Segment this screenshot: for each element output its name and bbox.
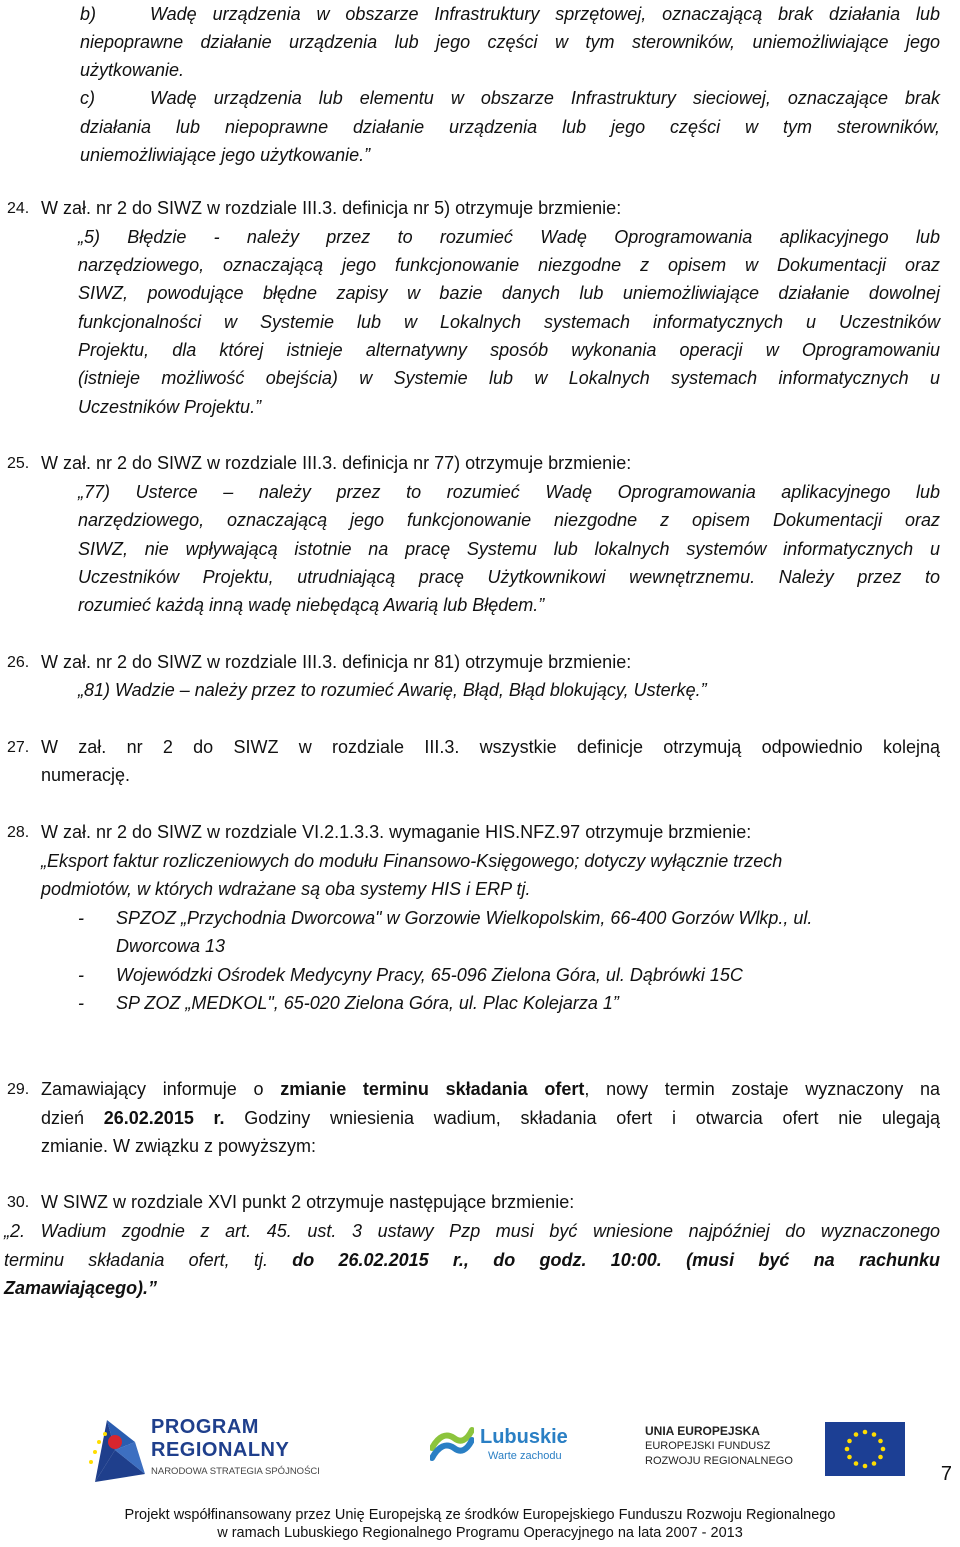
text: , nowy termin zostaje wyznaczony na [584, 1079, 941, 1099]
bullet-dash: - [78, 965, 84, 985]
item-24-quote-line-2: narzędziowego, oznaczającą jego funkcjonowanie niezgodne z opisem w Dokumentacji oraz [78, 255, 940, 275]
emphasis-text: zmianie terminu składania ofert [280, 1079, 585, 1099]
text: terminu składania ofert, tj. [4, 1250, 293, 1270]
item-24-quote-line-5: Projektu, dla której istnieje alternatywny sposób wykonania operacji w Oprogramowaniu [78, 340, 940, 360]
bullet-dash: - [78, 908, 84, 928]
lubuskie-logo [430, 1420, 580, 1470]
program-line-1: PROGRAM [151, 1416, 259, 1438]
eu-line-2: EUROPEJSKI FUNDUSZ [645, 1440, 771, 1452]
item-c-line-2: działania lub niepoprawne działanie urządzenia lub jego części w tym sterowników, [80, 117, 940, 137]
lubuskie-name: Lubuskie [480, 1426, 568, 1448]
item-25-quote-line-2: narzędziowego, oznaczającą jego funkcjonowanie niezgodne z opisem Dokumentacji oraz [78, 510, 940, 530]
item-c-letter: c) [80, 88, 95, 108]
text: Godziny wniesienia wadium, składania ofert i otwarcia ofert nie ulegają [224, 1108, 940, 1128]
item-28-quote-line-2: podmiotów, w których wdrażane są oba systemy HIS i ERP tj. [41, 879, 531, 899]
item-30-intro: W SIWZ w rozdziale XVI punkt 2 otrzymuje następujące brzmienie: [41, 1192, 575, 1212]
bullet-dash: - [78, 993, 84, 1013]
item-27-line-1: W zał. nr 2 do SIWZ w rozdziale III.3. wszystkie definicje otrzymują odpowiednio kolejną [41, 737, 940, 757]
item-29-number: 29. [7, 1081, 30, 1098]
item-24-quote-line-4: funkcjonalności w Systemie lub w Lokalnych systemach informatycznych u Uczestników [78, 312, 940, 332]
item-28-intro: W zał. nr 2 do SIWZ w rozdziale VI.2.1.3.3. wymaganie HIS.NFZ.97 otrzymuje brzmienie: [41, 822, 752, 842]
item-24-quote-line-7: Uczestników Projektu.” [78, 397, 262, 417]
item-29-line-3: zmianie. W związku z powyższym: [41, 1136, 317, 1156]
footer-line-1: Projekt współfinansowany przez Unię Europejską ze środków Europejskiego Funduszu Rozwoju Regionalnego [124, 1507, 836, 1523]
bullet-3-line-1: SP ZOZ „MEDKOL", 65-020 Zielona Góra, ul. Plac Kolejarza 1” [116, 993, 619, 1013]
item-28-quote-line-1: „Eksport faktur rozliczeniowych do modułu Finansowo-Księgowego; dotyczy wyłącznie trzech [41, 851, 783, 871]
item-b-line-3: użytkowanie. [80, 60, 185, 80]
item-30-number: 30. [7, 1194, 30, 1211]
item-24-intro: W zał. nr 2 do SIWZ w rozdziale III.3. definicja nr 5) otrzymuje brzmienie: [41, 198, 622, 218]
item-24-quote-line-3: SIWZ, powodujące błędne zapisy w bazie danych lub uniemożliwiające działanie dowolnej [78, 283, 940, 303]
item-26-number: 26. [7, 654, 30, 671]
eu-line-1: UNIA EUROPEJSKA [645, 1424, 760, 1438]
item-27-line-2: numerację. [41, 765, 131, 785]
item-26-quote: „81) Wadzie – należy przez to rozumieć Awarię, Błąd, Błąd blokujący, Usterkę.” [78, 680, 707, 700]
lubuskie-wave-icon [430, 1424, 474, 1464]
item-25-quote-line-3: SIWZ, nie wpływającą istotnie na pracę Systemu lub lokalnych systemów informatycznych u [78, 539, 940, 559]
bullet-1-line-2: Dworcowa 13 [116, 936, 226, 956]
item-30-quote-line-3: Zamawiającego).” [4, 1278, 158, 1298]
item-24-quote-line-1: „5) Błędzie - należy przez to rozumieć Wadę Oprogramowania aplikacyjnego lub [78, 227, 940, 247]
item-b-letter: b) [80, 4, 97, 24]
item-26-intro: W zał. nr 2 do SIWZ w rozdziale III.3. definicja nr 81) otrzymuje brzmienie: [41, 652, 632, 672]
item-28-number: 28. [7, 824, 30, 841]
program-line-3: NARODOWA STRATEGIA SPÓJNOŚCI [151, 1466, 320, 1477]
lubuskie-tagline: Warte zachodu [488, 1450, 562, 1462]
bullet-1-line-1: SPZOZ „Przychodnia Dworcowa" w Gorzowie Wielkopolskim, 66-400 Gorzów Wlkp., ul. [116, 908, 813, 928]
emphasis-deadline: do 26.02.2015 r., do godz. 10:00. (musi być na rachunku [292, 1250, 940, 1270]
footer-line-2: w ramach Lubuskiego Regionalnego Programu Operacyjnego na lata 2007 - 2013 [217, 1525, 743, 1541]
item-30-quote-line-2 [4, 1248, 940, 1272]
item-25-quote-line-1: „77) Usterce – należy przez to rozumieć Wadę Oprogramowania aplikacyjnego lub [78, 482, 940, 502]
text: Zamawiający informuje o [41, 1079, 281, 1099]
bullet-2-line-1: Wojewódzki Ośrodek Medycyny Pracy, 65-096 Zielona Góra, ul. Dąbrówki 15C [116, 965, 743, 985]
item-b-line-2: niepoprawne działanie urządzenia lub jego części w tym sterowników, uniemożliwiające jego [80, 32, 940, 52]
item-b-line-1: Wadę urządzenia w obszarze Infrastruktury sprzętowej, oznaczającą brak działania lub [150, 4, 940, 24]
item-c-line-3: uniemożliwiające jego użytkowanie.” [80, 145, 371, 165]
item-25-quote-line-5: rozumieć każdą inną wadę niebędącą Awarią lub Błędem.” [78, 595, 545, 615]
item-25-number: 25. [7, 455, 30, 472]
program-star-icon [85, 1412, 147, 1482]
eu-line-3: ROZWOJU REGIONALNEGO [645, 1455, 793, 1467]
item-29-line-2 [41, 1106, 940, 1130]
item-29-line-1 [41, 1077, 940, 1101]
item-25-intro: W zał. nr 2 do SIWZ w rozdziale III.3. definicja nr 77) otrzymuje brzmienie: [41, 453, 632, 473]
program-line-2: REGIONALNY [151, 1439, 290, 1461]
item-30-quote-line-1: „2. Wadium zgodnie z art. 45. ust. 3 ustawy Pzp musi być wniesione najpóźniej do wyznaczonego [4, 1221, 940, 1241]
item-24-quote-line-6: (istnieje możliwość obejścia) w Systemie lub w Lokalnych systemach informatycznych u [78, 368, 940, 388]
item-27-number: 27. [7, 739, 30, 756]
item-c-line-1: Wadę urządzenia lub elementu w obszarze Infrastruktury sieciowej, oznaczające brak [150, 88, 940, 108]
emphasis-date: 26.02.2015 r. [103, 1108, 225, 1128]
program-regionalny-logo [85, 1412, 345, 1486]
item-24-number: 24. [7, 200, 30, 217]
eu-logo [645, 1422, 920, 1484]
eu-flag-icon [825, 1422, 905, 1476]
text: dzień [41, 1108, 104, 1128]
item-25-quote-line-4: Uczestników Projektu, utrudniającą pracę Użytkownikowi wewnętrznemu. Należy przez to [78, 567, 940, 587]
page-number: 7 [940, 1463, 952, 1485]
